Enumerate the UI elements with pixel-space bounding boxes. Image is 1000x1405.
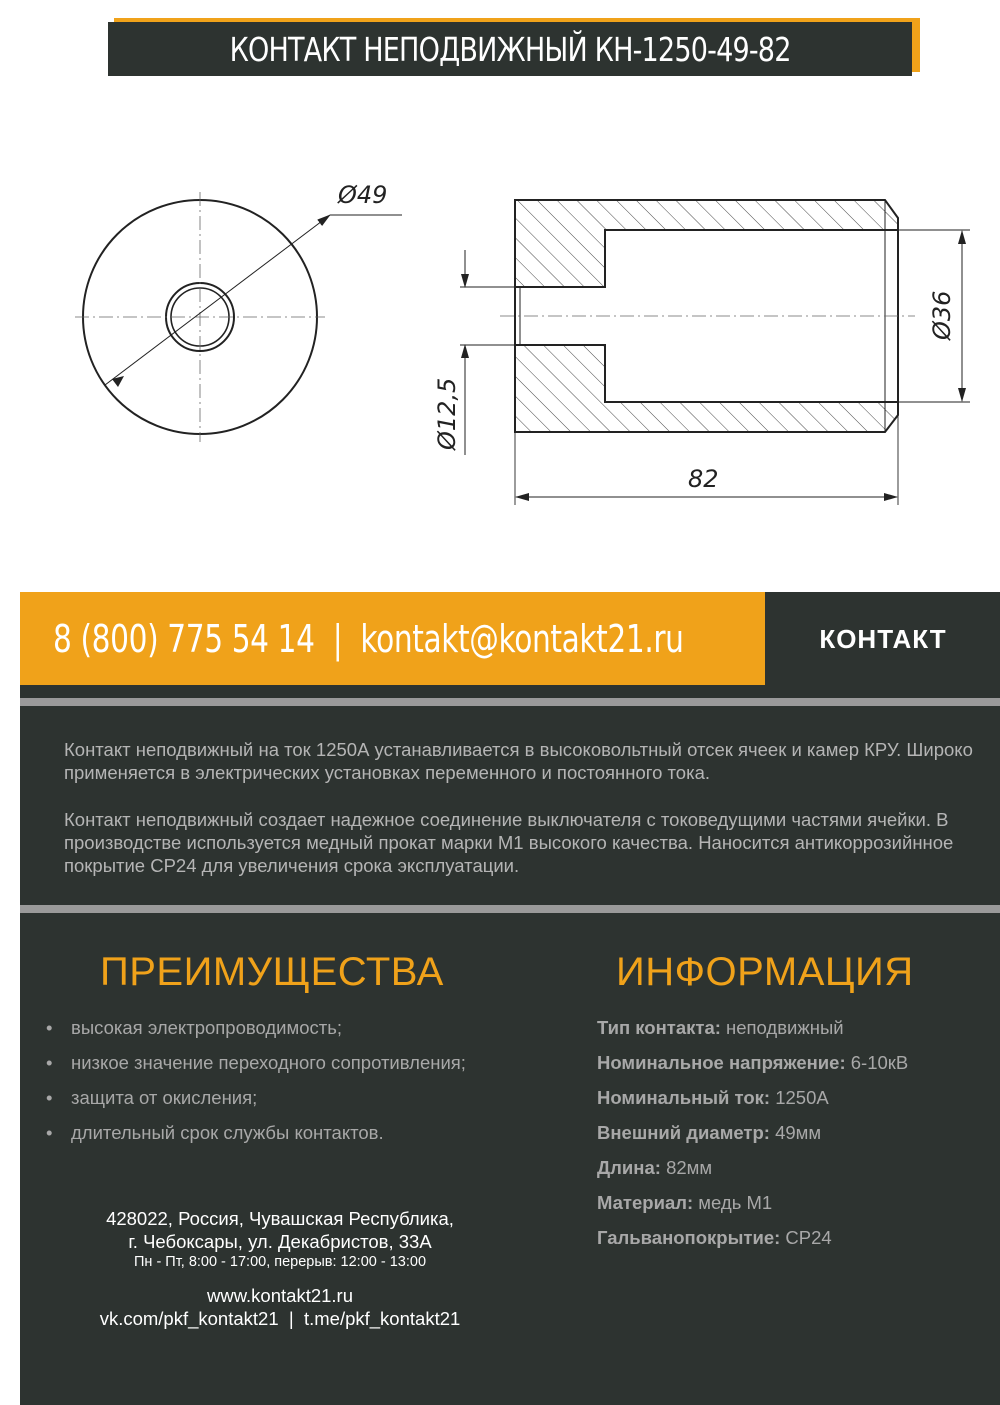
address-line-2: г. Чебоксары, ул. Декабристов, 33А xyxy=(128,1231,432,1252)
company-logo xyxy=(793,623,973,655)
advantages-heading: ПРЕИМУЩЕСТВА xyxy=(100,950,444,994)
title-banner xyxy=(108,18,920,76)
dim-inner-diameter: Ø36 xyxy=(928,290,956,340)
advantages-list xyxy=(46,1016,466,1156)
dim-length: 82 xyxy=(688,465,719,493)
description-paragraph-1: Контакт неподвижный на ток 1250А устанавливается в высоковольтный отсек ячеек и камер КРУ. Широко применяется в электрических установках переменного и постоянного тока. xyxy=(64,739,973,783)
working-hours: Пн - Пт, 8:00 - 17:00, перерыв: 12:00 - 13:00 xyxy=(133,1254,427,1270)
description-paragraph-2: Контакт неподвижный создает надежное соединение выключателя с токоведущими частями ячейки. В производстве используется медный прокат марки М1 высокого качества. Наносится антикоррозийнное покрытие СР24 для увеличения срока эксплуатации. xyxy=(64,809,954,876)
divider-middle xyxy=(20,905,1000,913)
social-links[interactable]: vk.com/pkf_kontakt21 | t.me/pkf_kontakt21 xyxy=(99,1308,461,1329)
info-row-current: Номинальный ток: 1250А xyxy=(597,1087,829,1108)
list-item: • высокая электропроводимость; xyxy=(46,1017,343,1038)
info-row-voltage: Номинальное напряжение: 6-10кВ xyxy=(597,1052,909,1073)
email-link[interactable]: kontakt@kontakt21.ru xyxy=(360,616,684,661)
technical-drawing xyxy=(0,130,1000,520)
logo-box xyxy=(765,592,1000,685)
info-row-outer-diameter: Внешний диаметр: 49мм xyxy=(597,1122,822,1143)
section-view xyxy=(433,200,970,505)
info-row-material: Материал: медь М1 xyxy=(597,1192,773,1213)
list-item: • низкое значение переходного сопротивления; xyxy=(46,1052,466,1073)
list-item: • защита от окисления; xyxy=(46,1087,258,1108)
info-row-plating: Гальванопокрытие: СР24 xyxy=(597,1227,832,1248)
address-line-1: 428022, Россия, Чувашская Республика, xyxy=(106,1208,454,1229)
list-item: • длительный срок службы контактов. xyxy=(46,1122,384,1143)
website-link[interactable]: www.kontakt21.ru xyxy=(206,1285,353,1306)
dim-outer-diameter: Ø49 xyxy=(338,181,388,209)
info-list xyxy=(597,1016,908,1261)
contact-bar xyxy=(20,592,765,685)
page-title-text: КОНТАКТ НЕПОДВИЖНЫЙ КН-1250-49-82 xyxy=(229,29,791,69)
contact-separator xyxy=(324,617,333,661)
info-heading: ИНФОРМАЦИЯ xyxy=(616,950,914,994)
info-row-contact-type: Тип контакта: неподвижный xyxy=(597,1017,844,1038)
info-row-length: Длина: 82мм xyxy=(597,1157,713,1178)
contact-separator-bar: | xyxy=(332,616,343,661)
page-title xyxy=(108,22,912,76)
divider-top xyxy=(20,698,1000,706)
phone-link[interactable]: 8 (800) 775 54 14 xyxy=(53,616,315,661)
dim-hole-diameter: Ø12,5 xyxy=(433,377,461,450)
logo-text: КОНТАКТ xyxy=(818,623,947,654)
diameter-leader xyxy=(105,215,330,385)
front-view xyxy=(75,181,402,442)
contact-line xyxy=(53,617,684,661)
